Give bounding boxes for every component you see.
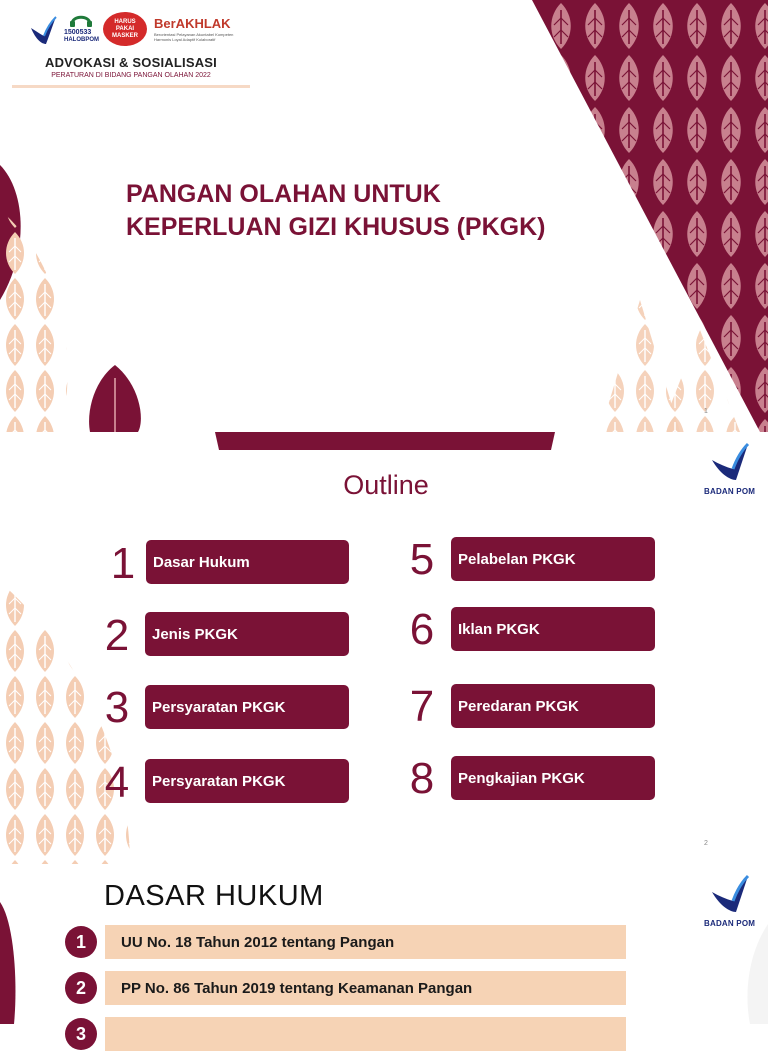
left-edge-decoration bbox=[0, 902, 20, 1024]
halo-suffix: BPOM bbox=[81, 37, 99, 43]
outline-number: 4 bbox=[104, 758, 130, 807]
header-subtitle: PERATURAN DI BIDANG PANGAN OLAHAN 2022 bbox=[51, 72, 211, 79]
header-title: ADVOKASI & SOSIALISASI bbox=[45, 55, 217, 70]
slide-outline bbox=[0, 432, 768, 864]
outline-item-pengkajian[interactable] bbox=[451, 756, 655, 800]
badan-pom-logo bbox=[704, 438, 764, 496]
outline-item-jenis[interactable] bbox=[145, 612, 349, 656]
outline-item-peredaran[interactable] bbox=[451, 684, 655, 728]
outline-item-pelabelan[interactable] bbox=[451, 537, 655, 581]
outline-item-label: Jenis PKGK bbox=[152, 625, 238, 643]
outline-item-label: Pelabelan PKGK bbox=[458, 550, 576, 568]
law-number: 2 bbox=[65, 972, 97, 1004]
bpom-logo-icon bbox=[704, 870, 764, 918]
outline-item-label: Persyaratan PKGK bbox=[152, 772, 286, 790]
headset-icon bbox=[69, 10, 93, 28]
page-number: 2 bbox=[704, 840, 708, 847]
outline-title: Outline bbox=[343, 470, 429, 500]
halo-number: 1500533 bbox=[64, 29, 92, 36]
badan-pom-logo bbox=[704, 870, 764, 928]
page-number: 1 bbox=[704, 408, 708, 415]
berakhlak-tagline: Berorientasi Pelayanan Akuntabel Kompeten Harmonis Loyal Adaptif Kolaboratif bbox=[154, 32, 234, 42]
outline-number: 5 bbox=[409, 535, 435, 584]
law-text: PP No. 86 Tahun 2019 tentang Keamanan Pangan bbox=[121, 979, 473, 997]
slide-title bbox=[0, 0, 768, 432]
outline-number: 8 bbox=[409, 754, 435, 803]
slide-dasar-hukum bbox=[0, 864, 768, 1044]
outline-item-persyaratan-1[interactable] bbox=[145, 685, 349, 729]
outline-number: 7 bbox=[409, 682, 435, 731]
outline-item-label: Iklan PKGK bbox=[458, 620, 540, 638]
outline-item-label: Pengkajian PKGK bbox=[458, 769, 585, 787]
slide-main-title bbox=[126, 178, 586, 244]
law-number: 1 bbox=[65, 926, 97, 958]
badan-pom-text: BADAN POM bbox=[704, 919, 756, 928]
outline-number: 2 bbox=[104, 611, 130, 660]
dasar-hukum-title: DASAR HUKUM bbox=[104, 880, 324, 912]
outline-item-label: Persyaratan PKGK bbox=[152, 698, 286, 716]
outline-item-persyaratan-2[interactable] bbox=[145, 759, 349, 803]
mask-text: HARUS PAKAI MASKER bbox=[111, 18, 138, 39]
right-edge-decoration bbox=[740, 924, 768, 1024]
law-text: UU No. 18 Tahun 2012 tentang Pangan bbox=[121, 933, 395, 951]
berakhlak-logo: BerAKHLAK bbox=[154, 16, 231, 31]
outline-number: 6 bbox=[409, 605, 435, 654]
law-item[interactable] bbox=[105, 971, 626, 1005]
bpom-logo-icon bbox=[28, 14, 58, 48]
bpom-logo-icon bbox=[704, 438, 764, 486]
top-tab-decoration bbox=[215, 432, 555, 452]
mask-campaign-logo bbox=[103, 12, 147, 46]
badan-pom-text: BADAN POM bbox=[704, 487, 756, 496]
halo-label: HALO bbox=[64, 37, 81, 43]
law-number: 3 bbox=[65, 1018, 97, 1050]
header-divider bbox=[12, 85, 250, 88]
halo-bpom-logo bbox=[64, 10, 98, 48]
title-line-2: KEPERLUAN GIZI KHUSUS (PKGK) bbox=[126, 213, 546, 241]
outline-item-iklan[interactable] bbox=[451, 607, 655, 651]
law-item[interactable] bbox=[105, 1017, 626, 1051]
law-item[interactable] bbox=[105, 925, 626, 959]
title-line-1: PANGAN OLAHAN UNTUK bbox=[126, 180, 441, 208]
outline-item-label: Dasar Hukum bbox=[153, 553, 250, 571]
outline-item-dasar-hukum[interactable] bbox=[146, 540, 349, 584]
outline-number: 1 bbox=[110, 539, 136, 588]
logo-row bbox=[28, 10, 248, 50]
outline-item-label: Peredaran PKGK bbox=[458, 697, 579, 715]
outline-number: 3 bbox=[104, 683, 130, 732]
